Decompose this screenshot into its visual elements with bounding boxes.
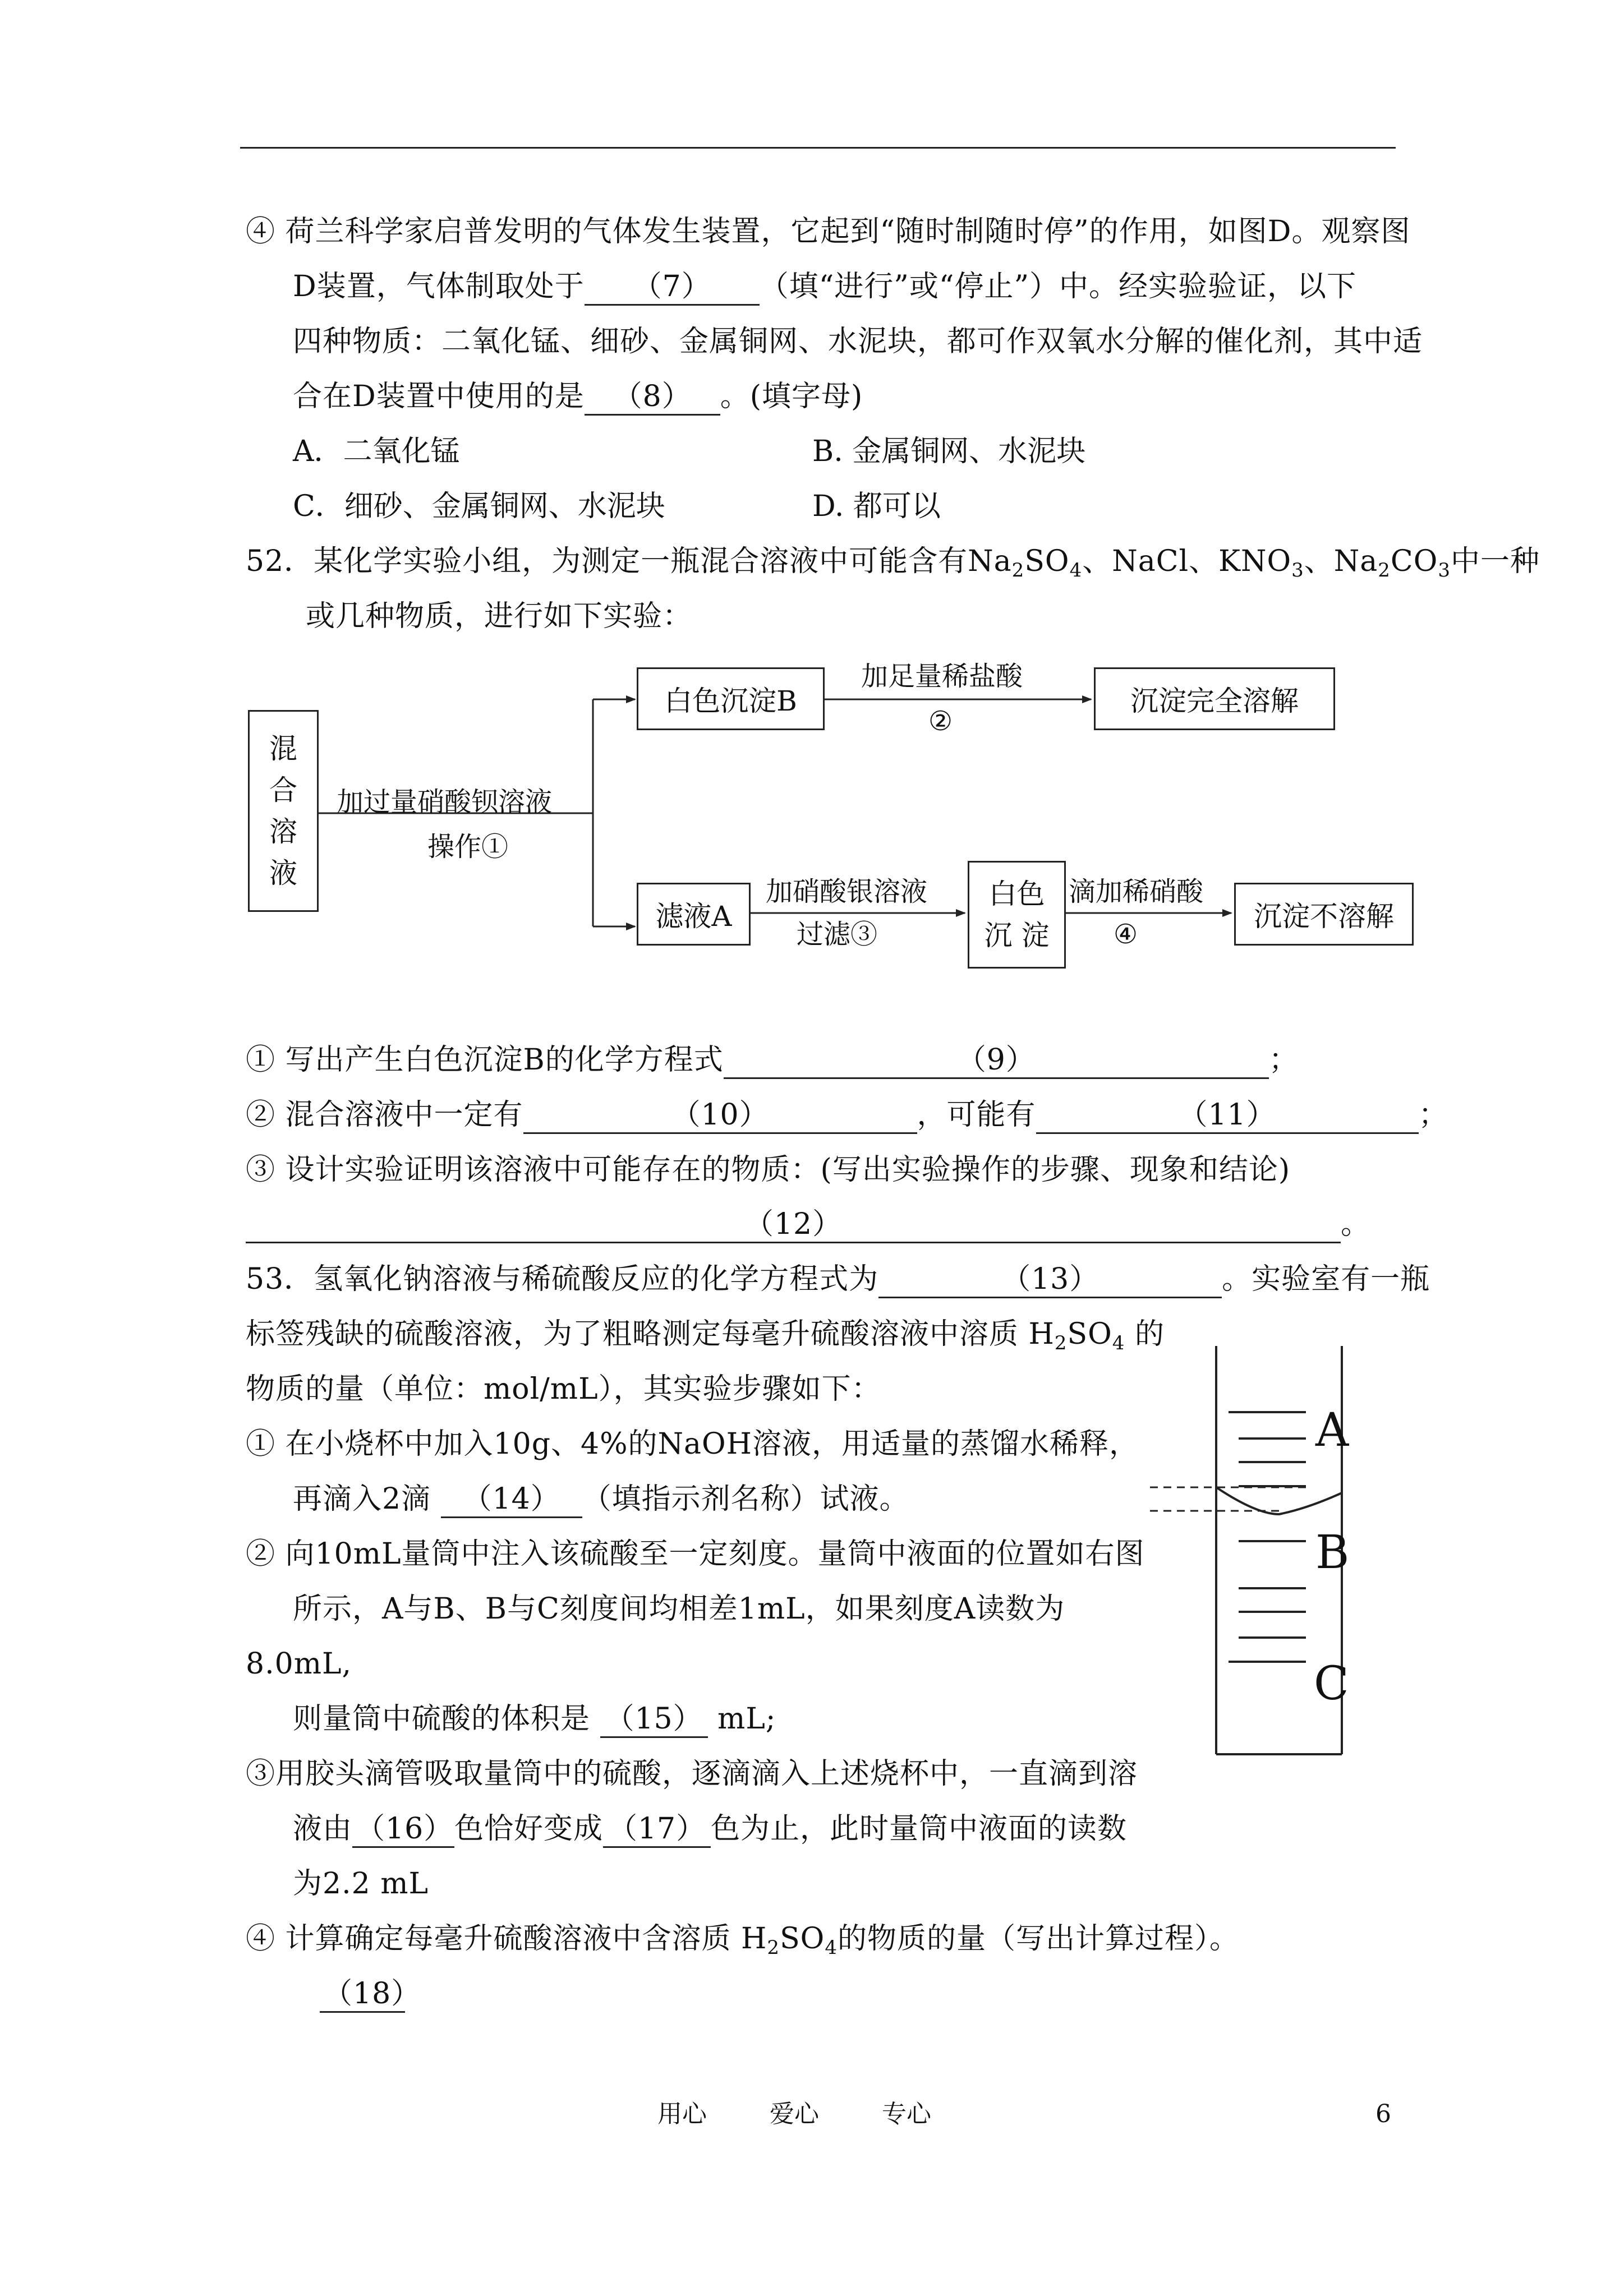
box-filtrate-a: 滤液A: [637, 883, 751, 946]
text: ④ 计算确定每毫升硫酸溶液中含溶质 H: [246, 1922, 767, 1956]
text: 液: [269, 857, 297, 889]
label-add-barium-nitrate: 加过量硝酸钡溶液: [337, 786, 553, 818]
label-add-silver-nitrate: 加硝酸银溶液: [766, 876, 928, 907]
text: 色恰好变成: [454, 1812, 604, 1846]
text: （填“进行”或“停止”）中。经实验验证，以下: [759, 270, 1357, 303]
blank-9[interactable]: （9）: [724, 1043, 1269, 1079]
blank-8[interactable]: （8）: [585, 379, 720, 416]
option-a[interactable]: A．二氧化锰: [293, 435, 460, 468]
option-d[interactable]: D. 都可以: [812, 490, 941, 523]
text: ② 向10mL量筒中注入该硫酸至一定刻度。量筒中液面的位置如右图: [246, 1537, 1145, 1571]
text: ③用胶头滴管吸取量筒中的硫酸，逐滴滴入上述烧杯中，一直滴到溶: [246, 1757, 1138, 1791]
text: 。: [1341, 1207, 1371, 1241]
text: ③ 设计实验证明该溶液中可能存在的物质：(写出实验操作的步骤、现象和结论): [246, 1153, 1291, 1187]
text: （填指示剂名称）试液。: [582, 1482, 909, 1516]
text: ① 在小烧杯中加入10g、4%的NaOH溶液，用适量的蒸馏水稀释，: [246, 1427, 1139, 1461]
subscript: 2: [767, 1937, 780, 1959]
text: 所示，A与B、B与C刻度间均相差1mL，如果刻度A读数为: [293, 1592, 1065, 1626]
footer-motto-2: 爱心: [770, 2100, 819, 2128]
label-filter-3: 过滤③: [797, 919, 878, 950]
subscript: 4: [1069, 559, 1083, 582]
subscript: 4: [1112, 1332, 1125, 1354]
text: 的: [1125, 1317, 1165, 1351]
text: ② 混合溶液中一定有: [246, 1098, 523, 1132]
text: 或几种物质，进行如下实验：: [306, 600, 693, 633]
blank-16[interactable]: （16）: [352, 1811, 454, 1848]
text: 8.0mL,: [246, 1647, 352, 1681]
label-step-2: ②: [928, 706, 953, 737]
text: SO: [1024, 545, 1070, 578]
text: D装置，气体制取处于: [293, 270, 585, 303]
subscript: 2: [1011, 559, 1025, 582]
text: 标签残缺的硫酸溶液，为了粗略测定每毫升硫酸溶液中溶质 H: [246, 1317, 1055, 1351]
page-number: 6: [1375, 2100, 1391, 2128]
text: ；: [1418, 1098, 1448, 1132]
text: 则量筒中硫酸的体积是: [293, 1702, 600, 1736]
box-white-precipitate-b: 白色沉淀B: [637, 667, 825, 730]
text: 液由: [293, 1812, 353, 1846]
text: 53．氢氧化钠溶液与稀硫酸反应的化学方程式为: [246, 1262, 879, 1296]
label-operation-1: 操作①: [427, 831, 509, 863]
text: CO: [1390, 545, 1438, 578]
blank-12[interactable]: （12）: [246, 1207, 1341, 1243]
text: 再滴入2滴: [293, 1482, 441, 1516]
footer-motto-3: 专心: [882, 2100, 931, 2128]
option-c[interactable]: C．细砂、金属铜网、水泥块: [293, 490, 665, 523]
text: 四种物质：二氧化锰、细砂、金属铜网、水泥块，都可作双氧水分解的催化剂，其中适: [293, 325, 1423, 358]
blank-14[interactable]: （14）: [441, 1482, 582, 1518]
label-step-4: ④: [1114, 919, 1138, 950]
blank-13[interactable]: （13）: [878, 1262, 1222, 1298]
text: 合在D装置中使用的是: [293, 380, 585, 413]
blank-11[interactable]: （11）: [1036, 1098, 1419, 1134]
text: 中一种: [1450, 545, 1540, 578]
cylinder-label-b: B: [1315, 1526, 1350, 1579]
label-add-hydrochloric-acid: 加足量稀盐酸: [861, 661, 1023, 692]
text: 。实验室有一瓶: [1222, 1262, 1430, 1296]
box-fully-dissolved: 沉淀完全溶解: [1094, 667, 1335, 730]
text: 的物质的量（写出计算过程）。: [837, 1922, 1239, 1956]
text: ，可能有: [917, 1098, 1036, 1132]
subscript: 3: [1438, 559, 1451, 582]
blank-10[interactable]: （10）: [523, 1098, 917, 1134]
text: 物质的量（单位：mol/mL），其实验步骤如下：: [246, 1372, 881, 1406]
text: 、NaCl、KNO: [1082, 545, 1292, 578]
subscript: 3: [1291, 559, 1304, 582]
text: 52．某化学实验小组，为测定一瓶混合溶液中可能含有Na: [246, 545, 1012, 578]
subscript: 4: [825, 1937, 838, 1959]
box-insoluble: 沉淀不溶解: [1234, 883, 1414, 946]
blank-18[interactable]: （18）: [320, 1976, 405, 2013]
text: 混: [269, 732, 297, 765]
text: ；: [1268, 1043, 1299, 1077]
subscript: 2: [1378, 559, 1391, 582]
cylinder-label-a: A: [1315, 1404, 1349, 1457]
text: 。(填字母): [720, 380, 863, 413]
text: 沉 淀: [984, 919, 1050, 952]
text: 为2.2 mL: [293, 1867, 429, 1901]
text: SO: [780, 1922, 825, 1956]
text: 合: [269, 774, 297, 806]
footer-motto-1: 用心: [657, 2100, 707, 2128]
blank-7[interactable]: （7）: [585, 269, 760, 306]
label-add-nitric-acid: 滴加稀硝酸: [1069, 876, 1204, 907]
text: ① 写出产生白色沉淀B的化学方程式: [246, 1043, 724, 1077]
text: 、Na: [1304, 545, 1378, 578]
text: 溶: [269, 815, 297, 848]
subscript: 2: [1054, 1332, 1068, 1354]
blank-15[interactable]: （15）: [600, 1702, 708, 1738]
text: SO: [1067, 1317, 1112, 1351]
blank-17[interactable]: （17）: [603, 1811, 711, 1848]
text: mL;: [707, 1702, 776, 1736]
cylinder-label-c: C: [1314, 1657, 1349, 1711]
option-b[interactable]: B. 金属铜网、水泥块: [812, 435, 1086, 468]
text: 色为止，此时量筒中液面的读数: [711, 1812, 1128, 1846]
text: ④ 荷兰科学家启普发明的气体发生装置，它起到“随时制随时停”的作用，如图D。观察图: [246, 215, 1411, 248]
text: 白色: [988, 878, 1045, 910]
